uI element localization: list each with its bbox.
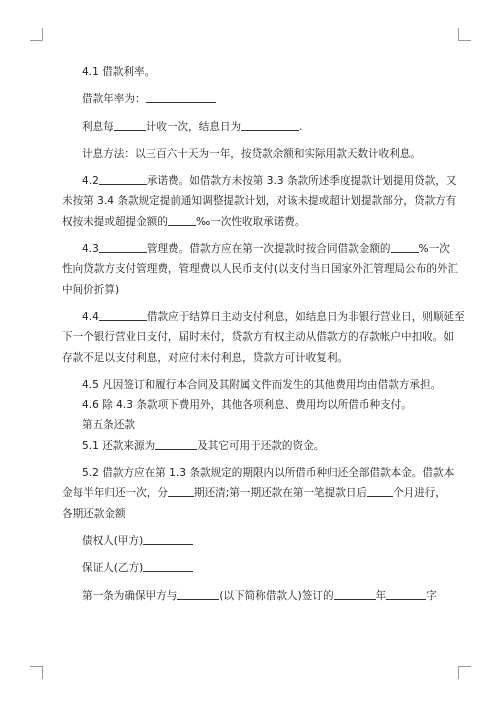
article-5-title: 第五条还款 — [82, 419, 135, 432]
creditor-line: 债权人(甲方) — [62, 531, 444, 551]
repayment-source-blank[interactable] — [155, 438, 197, 450]
para-4-4: 4.4 借款应于结算日主动支付利息，如结息日为非银行营业日，则顺延至 下一个银行营业日支付，届时未付，贷款方有权主动从借款方的存款帐户中扣收。如 存款不足以支付利息，对应付未付利息，贷款方可计收复利。 — [62, 310, 465, 364]
commitment-fee-blank[interactable] — [99, 173, 147, 185]
settlement-date-blank[interactable] — [241, 119, 299, 131]
commitment-rate-blank[interactable] — [168, 214, 196, 226]
para-article-1: 第一条为确保甲方与 (以下简称借款人)签订的 年 字 — [82, 589, 437, 602]
para-4-5: 4.5 凡因签订和履行本合同及其附属文件而发生的其他费用均由借款方承担。 — [82, 378, 442, 391]
contract-year-blank[interactable] — [334, 588, 376, 600]
para-4-3: 4.3 管理费。借款方应在第一次提款时按合同借款金额的 %一次 性向贷款方支付管理费，管理费以人民币支付(以支付当日国家外汇管理局公布的外汇 中间价折算) — [62, 243, 459, 296]
document-body — [62, 62, 465, 606]
installments-blank[interactable] — [168, 485, 194, 497]
management-fee-blank[interactable] — [99, 241, 147, 253]
interest-payment-blank[interactable] — [99, 309, 147, 321]
para-calc-method: 计息方法：以三百六十天为一年，按贷款余额和实际用款天数计收利息。 — [82, 147, 421, 160]
para-4-2: 4.2 承诺费。如借款方未按第 3.3 条款所述季度提款计划提用贷款，又 未按第 3.4 条款规定提前通知调整提款计划，对该未提或超计划提款部分，贷款方有 权按未提或超提金额的 ‰一次性收取承诺费。 — [62, 175, 457, 228]
crop-mark-bottom-right — [458, 666, 471, 679]
creditor-blank[interactable] — [143, 533, 193, 545]
para-4-6: 4.6 除 4.3 条款项下费用外，其他各项利息、费用均以所借币种支付。 — [82, 399, 412, 412]
borrower-blank[interactable] — [177, 588, 219, 600]
crop-mark-top-left — [30, 28, 43, 41]
months-blank[interactable] — [367, 485, 393, 497]
guarantor-line: 保证人(乙方) — [62, 558, 444, 578]
para-5-2: 5.2 借款方应在第 1.3 条款规定的期限内以所借币种归还全部借款本金。借款本 金每半年归还一次，分 期还清;第一期还款在第一笔提款日后 个月进行， 各期还款金额 — [62, 467, 455, 520]
crop-mark-bottom-left — [30, 666, 43, 679]
contract-no-blank[interactable] — [386, 588, 426, 600]
management-rate-blank[interactable] — [391, 241, 419, 253]
interest-period-blank[interactable] — [114, 119, 146, 131]
crop-mark-top-right — [458, 28, 471, 41]
annual-rate-blank[interactable] — [146, 91, 216, 103]
para-annual-rate: 借款年率为： — [62, 89, 444, 109]
para-4-1: 4.1 借款利率。 — [82, 66, 156, 78]
guarantor-blank[interactable] — [143, 560, 193, 572]
para-interest-period: 利息每 计收一次，结息日为 . — [82, 120, 303, 133]
para-5-1: 5.1 还款来源为 及其它可用于还款的资金。 — [82, 439, 325, 452]
